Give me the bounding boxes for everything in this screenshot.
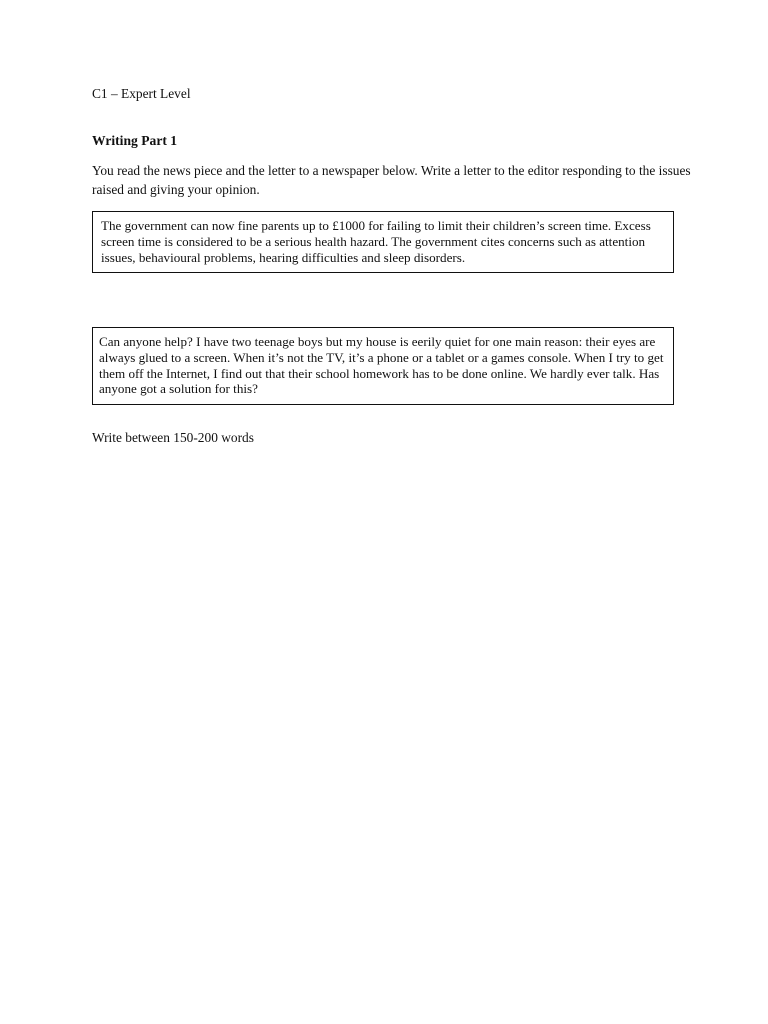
exam-level-label: C1 – Expert Level — [92, 86, 191, 101]
news-piece-box — [92, 211, 674, 273]
section-heading: Writing Part 1 — [92, 133, 178, 148]
task-instructions: You read the news piece and the letter to a newspaper below. Write a letter to the editor responding to the issues raised and giving your opinion. — [92, 163, 691, 197]
word-limit-instruction: Write between 150-200 words — [92, 430, 254, 445]
reader-letter-box — [92, 327, 674, 405]
reader-letter-text: Can anyone help? I have two teenage boys but my house is eerily quiet for one main reason: their eyes are always glued to a screen. When it’s not the TV, it’s a phone or a tablet or a games console. When I try to get them off the Internet, I find out that their school homework has to be done online. We hardly ever talk. Has anyone got a solution for this? — [99, 334, 664, 397]
news-piece-text: The government can now fine parents up to £1000 for failing to limit their children’s screen time. Excess screen time is considered to be a serious health hazard. The government cites concerns such as attention issues, behavioural problems, hearing difficulties and sleep disorders. — [101, 218, 651, 265]
